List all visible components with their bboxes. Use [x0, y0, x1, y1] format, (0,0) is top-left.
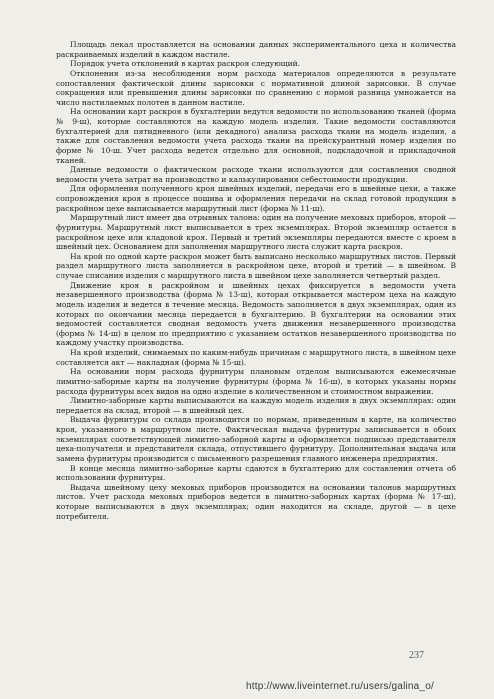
paragraph: На крой по одной карте раскроя может быть выписано несколько маршрутных листов. Первый раздел маршрутного листа заполняется в раскройном цехе, второй и третий — в швейном. В случае списания изделия с маршрутного листа в швейном цехе заполняется четвертый раздел. — [56, 251, 456, 280]
paragraph: На крой изделий, снимаемых по каким-нибудь причинам с маршрутного листа, в швейном цехе составляется акт — накладная (форма № 15-ш). — [56, 348, 456, 367]
page-number: 237 — [409, 650, 424, 661]
paragraph: Данные ведомости о фактическом расходе ткани используются для составления сводной ведомости учета затрат на производство и калькулирования себестоимости продукции. — [56, 165, 456, 184]
paragraph: Порядок учета отклонений в картах раскроя следующий. — [70, 59, 301, 69]
paragraph: Выдача фурнитуры со склада производится по нормам, приведенным в карте, на количество кроя, указанного в маршрутном листе. Фактическая выдача фурнитуры записывается в обоих экземплярах соответствующей лимитно-заборной карты и оформляется подписью представителя цеха-получателя и представителя склада, отпустившего фурнитуру. Дополнительная выдача или замена фурнитуры производится с письменного разрешения главного инженера предприятия. — [56, 415, 456, 463]
paragraph: Отклонения из-за несоблюдения норм расхода материалов определяются в результате сопоставления фактической длины зарисовки с нормативной длиной зарисовки. В случае сокращения или превышения длины зарисовки по сравнению с нормой разница умножается на число настилаемых полотен в данном настиле. — [56, 68, 456, 107]
paragraph: На основании карт раскроя в бухгалтерии ведутся ведомости по использованию тканей (форма № 9-ш), которые составляются на каждую модель изделия. Такие ведомости составляются бухгалтерией для пятидневного (или декадного) анализа расхода ткани на модель изделия, а также для составления ведомости учета расхода ткани на прейскурантный номер изделия по форме № 10-ш. Учет расхода ведется отдельно для основной, подкладочной и прикладочной тканей. — [56, 107, 456, 165]
source-url: http://www.liveinternet.ru/users/galina_o/ — [246, 681, 434, 692]
paragraph: Движение кроя в раскройном и швейных цехах фиксируется в ведомости учета незавершенного производства (форма № 13-ш), которая открывается мастером цеха на каждую модель изделия и ведется в течение месяца. Ведомость заполняется в двух экземплярах, один из которых по окончании месяца передается в бухгалтерию. В бухгалтерии на основании этих ведомостей составляется сводная ведомость учета движения незавершенного производства (форма № 14-ш) в целом по предприятию с указанием остатков незавершенного производства по каждому участку производства. — [56, 280, 456, 348]
paragraph: В конце месяца лимитно-заборные карты сдаются в бухгалтерию для составления отчета об использовании фурнитуры. — [56, 463, 456, 483]
paragraph: Маршрутный лист имеет два отрывных талона: один на получение меховых приборов, второй — фурнитуры. Маршрутный лист выписывается в трех экземплярах. Второй экземпляр остается в раскройном цехе или кладовой кроя. Первый и третий экземпляры передаются вместе с кроем в швейный цех. Основанием для заполнения маршрутного листа служит карта раскроя. — [56, 213, 456, 252]
paragraph: Выдача швейному цеху меховых приборов производится на основании талонов маршрутных листов. Учет расхода меховых приборов ведется в лимитно-заборных картах (форма № 17-ш), которые выписываются в двух экземплярах; один находится на складе, другой — в цехе потребителя. — [56, 482, 456, 521]
body-text — [56, 40, 456, 521]
paragraph: Лимитно-заборные карты выписываются на каждую модель изделия в двух экземплярах: один передается на склад, второй — в швейный цех. — [56, 396, 456, 415]
paragraph: На основании норм расхода фурнитуры плановым отделом выписываются ежемесячные лимитно-заборные карты на получение фурнитуры (форма № 16-ш), в которых указаны нормы расхода фурнитуры всех видов на одно изделие в количественном и стоимостном выражении. — [56, 367, 456, 396]
paragraph: Для оформления полученного кроя швейных изделий, передачи его в швейные цехи, а также сопровождения кроя в процессе пошива и оформления передачи на склад готовой продукции в раскройном цехе выписывается маршрутный лист (форма № 11-ш). — [56, 184, 456, 213]
paragraph: Площадь лекал проставляется на основании данных экспериментального цеха и количества раскраиваемых изделий в каждом настиле. — [56, 40, 456, 59]
